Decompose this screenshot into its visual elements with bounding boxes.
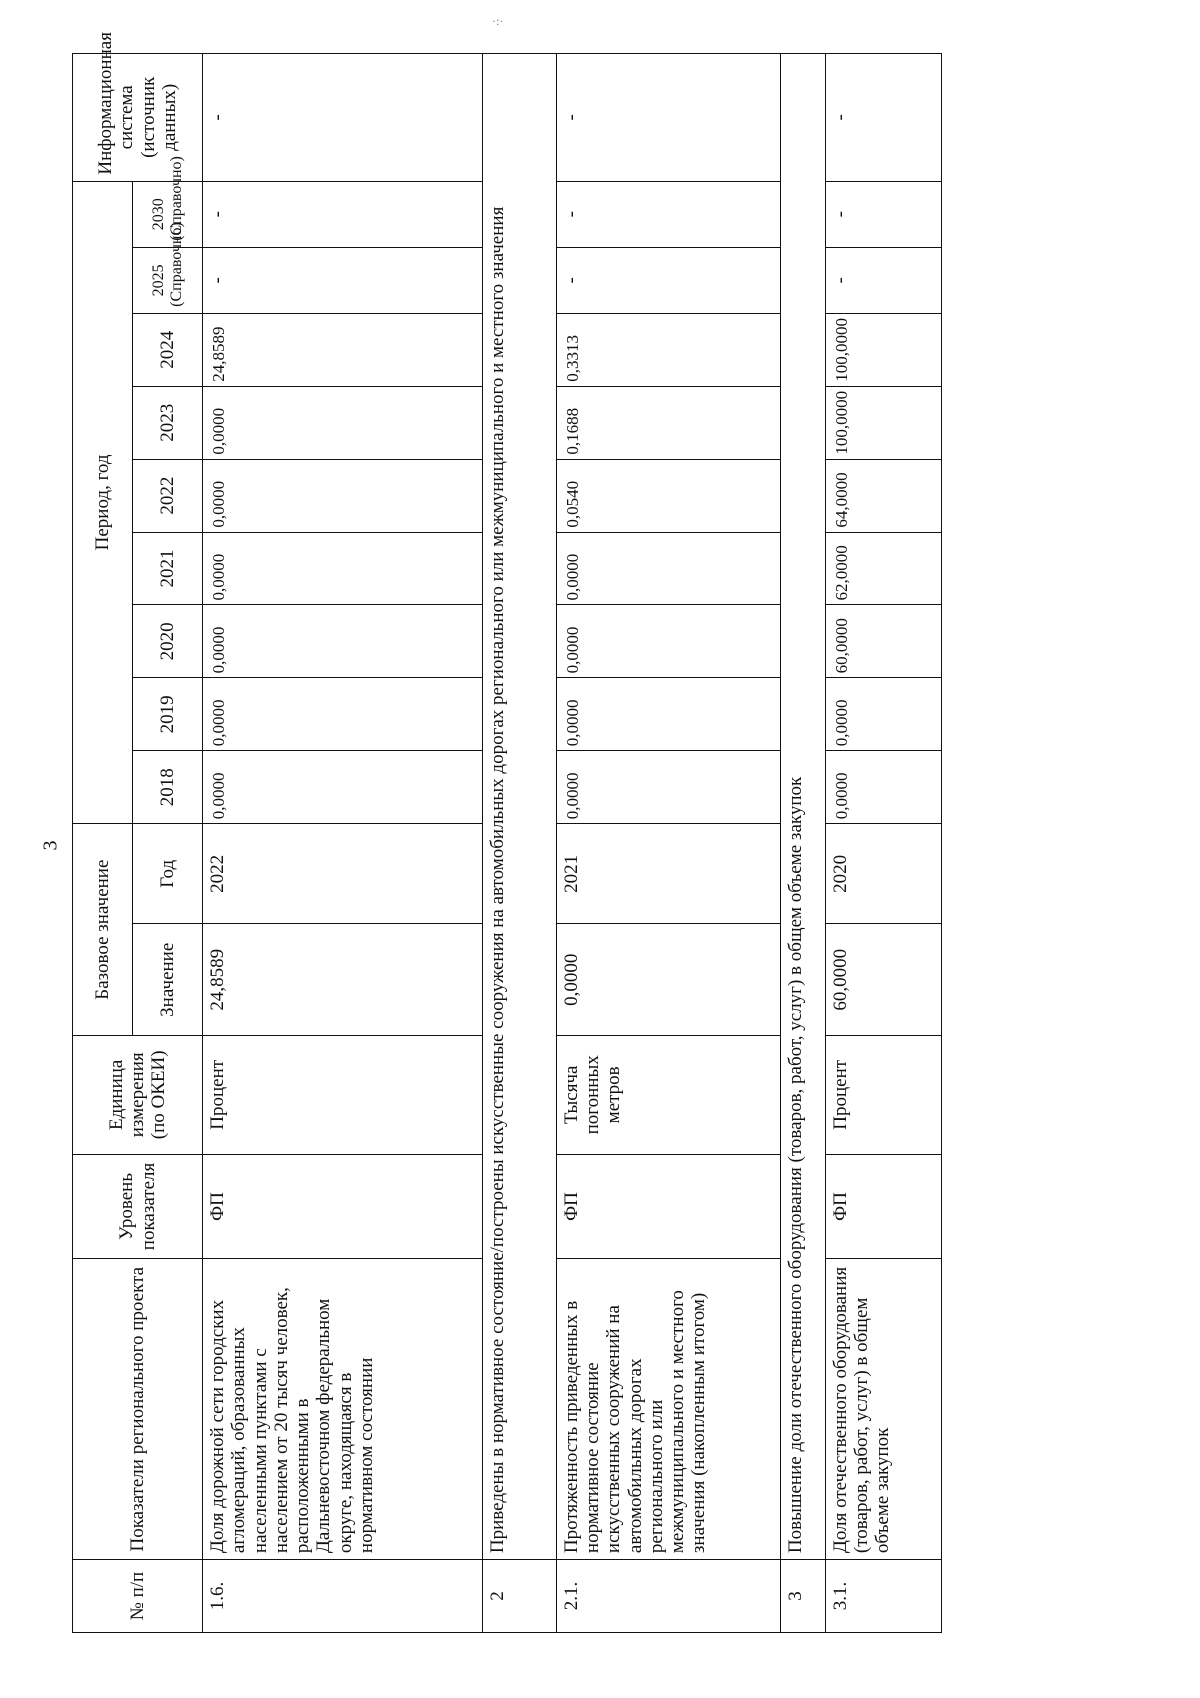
- row-value-2018: 0,0000: [203, 751, 483, 824]
- header-indicator: Показатели регионального проекта: [73, 1259, 203, 1560]
- row-value-2024: 24,8589: [203, 313, 483, 386]
- row-value-2023: 0,1688: [556, 386, 780, 459]
- table-row: [556, 54, 780, 1633]
- row-value-2022: 0,0540: [556, 459, 780, 532]
- row-value-2020: 0,0000: [203, 605, 483, 678]
- row-value-2021: 0,0000: [203, 532, 483, 605]
- header-no: № п/п: [73, 1560, 203, 1633]
- row-info-system: -: [556, 54, 780, 182]
- row-value-2030: -: [203, 181, 483, 247]
- header-year-2023: 2023: [133, 386, 203, 459]
- header-year-2030: 2030 (Справочно): [133, 181, 203, 247]
- section-no: 2: [482, 1560, 556, 1633]
- header-year-2024: 2024: [133, 313, 203, 386]
- table-row: [825, 54, 941, 1633]
- header-base-year: Год: [133, 824, 203, 924]
- row-value-2022: 0,0000: [203, 459, 483, 532]
- row-level: ФП: [203, 1154, 483, 1259]
- header-year-2021: 2021: [133, 532, 203, 605]
- rotated-page: [72, 32, 942, 1633]
- row-unit: Процент: [825, 1036, 941, 1154]
- row-value-2022: 64,0000: [825, 459, 941, 532]
- header-unit: Единица измерения (по ОКЕИ): [73, 1036, 203, 1154]
- scan-speck: ·:·: [492, 14, 504, 28]
- row-indicator-name: Доля отечественного оборудования (товаров, работ, услуг) в общем объеме закупок: [825, 1259, 941, 1560]
- row-base-value: 60,0000: [825, 924, 941, 1036]
- row-value-2023: 100,0000: [825, 386, 941, 459]
- row-value-2025: -: [203, 247, 483, 313]
- row-indicator-name: Протяженность приведенных в нормативное состояние искусственных сооружений на автомобильных дорогах регионального или межмуниципального и местного значения (накопленным итогом): [556, 1259, 780, 1560]
- row-value-2023: 0,0000: [203, 386, 483, 459]
- row-base-year: 2020: [825, 824, 941, 924]
- indicators-table: [72, 32, 942, 1633]
- row-value-2024: 100,0000: [825, 313, 941, 386]
- row-info-system: -: [825, 54, 941, 182]
- row-level: ФП: [825, 1154, 941, 1259]
- header-base-value: Значение: [133, 924, 203, 1036]
- row-value-2025: -: [556, 247, 780, 313]
- header-level: Уровень показателя: [73, 1154, 203, 1259]
- row-value-2020: 0,0000: [556, 605, 780, 678]
- row-no: 1.6.: [203, 1560, 483, 1633]
- header-year-2020: 2020: [133, 605, 203, 678]
- header-year-2019: 2019: [133, 678, 203, 751]
- row-unit: Процент: [203, 1036, 483, 1154]
- row-value-2030: -: [825, 181, 941, 247]
- section-title: Приведены в нормативное состояние/построены искусственные сооружения на автомобильных дорогах регионального или межмуниципального и местного значения: [482, 54, 556, 1560]
- row-value-2021: 0,0000: [556, 532, 780, 605]
- row-value-2018: 0,0000: [825, 751, 941, 824]
- header-info-system: Информационная система (источник данных): [73, 54, 203, 182]
- row-no: 3.1.: [825, 1560, 941, 1633]
- row-value-2024: 0,3313: [556, 313, 780, 386]
- row-value-2019: 0,0000: [825, 678, 941, 751]
- row-value-2030: -: [556, 181, 780, 247]
- row-indicator-name: Доля дорожной сети городских агломераций, образованных населенными пунктами с населением от 20 тысяч человек, расположенными в Дальневосточном федеральном округе, находящаяся в нормативном состоянии: [203, 1259, 483, 1560]
- row-no: 2.1.: [556, 1560, 780, 1633]
- row-base-year: 2021: [556, 824, 780, 924]
- section-title: Повышение доли отечественного оборудования (товаров, работ, услуг) в общем объеме закупок: [780, 54, 825, 1560]
- row-value-2021: 62,0000: [825, 532, 941, 605]
- header-base: Базовое значение: [73, 824, 133, 1036]
- row-base-year: 2022: [203, 824, 483, 924]
- row-value-2019: 0,0000: [203, 678, 483, 751]
- row-value-2025: -: [825, 247, 941, 313]
- section-row: [780, 54, 825, 1633]
- header-year-2018: 2018: [133, 751, 203, 824]
- row-value-2020: 60,0000: [825, 605, 941, 678]
- row-value-2018: 0,0000: [556, 751, 780, 824]
- header-period: Период, год: [73, 181, 133, 824]
- header-year-2025: 2025 (Справочно): [133, 247, 203, 313]
- row-base-value: 0,0000: [556, 924, 780, 1036]
- table-row: [203, 54, 483, 1633]
- row-unit: Тысяча погонных метров: [556, 1036, 780, 1154]
- row-base-value: 24,8589: [203, 924, 483, 1036]
- page-number: 3: [39, 840, 62, 851]
- section-no: 3: [780, 1560, 825, 1633]
- row-info-system: -: [203, 54, 483, 182]
- row-value-2019: 0,0000: [556, 678, 780, 751]
- section-row: [482, 54, 556, 1633]
- row-level: ФП: [556, 1154, 780, 1259]
- header-year-2022: 2022: [133, 459, 203, 532]
